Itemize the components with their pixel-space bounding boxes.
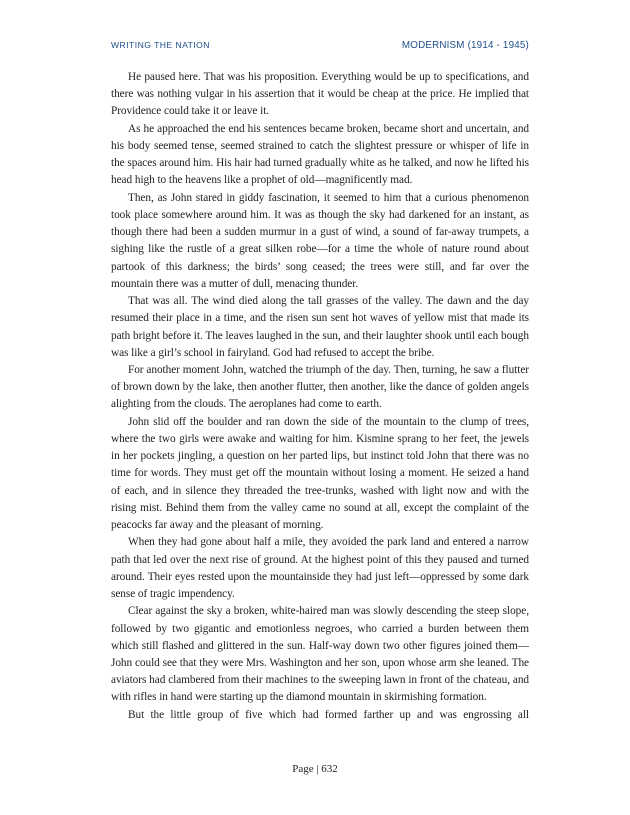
period-title: MODERNISM (1914 - 1945): [401, 40, 529, 51]
page-number: Page | 632: [292, 763, 338, 775]
paragraph: He paused here. That was his proposition. Everything would be up to specifications, and there was nothing vulgar in his assertion that it would be cheap at the price. He implied that Providence could take it or leave it.: [111, 71, 529, 118]
running-header: [111, 40, 529, 54]
paragraph: For another moment John, watched the triumph of the day. Then, turning, he saw a flutter of brown down by the lake, then another flutter, then another, like the dance of golden angels alighting from the clouds. The aeroplanes had come to earth.: [111, 363, 529, 411]
body-text: [111, 69, 529, 724]
paragraph: As he approached the end his sentences became broken, became short and uncertain, and his body seemed tense, seemed strained to catch the slightest pressure or whisper of life in the spaces around him. His hair had turned gradually white as he talked, and now he lifted his head high to the heavens like a prophet of old—magnificently mad.: [111, 122, 529, 187]
paragraph: John slid off the boulder and ran down the side of the mountain to the clump of trees, where the two girls were awake and waiting for him. Kismine sprang to her feet, the jewels in her pockets jingling, a question on her parted lips, but instinct told John that there was no time for words. They must get off the mountain without losing a moment. He seized a hand of each, and in silence they threaded the tree-trunks, washed with light now and with the rising mist. Behind them from the valley came no sound at all, except the complaint of the peacocks far away and the pleasant of morning.: [111, 415, 529, 532]
paragraph: Then, as John stared in giddy fascination, it seemed to him that a curious phenomenon took place somewhere around him. It was as though the sky had darkened for an instant, as though there had been a sudden murmur in a gust of wind, a sound of far-away trumpets, a sighing like the rustle of a great silken robe—for a time the whole of nature round about partook of this darkness; the birds’ song ceased; the trees were still, and far over the mountain there was a mutter of dull, menacing thunder.: [111, 191, 529, 290]
paragraph: When they had gone about half a mile, they avoided the park land and entered a narrow path that led over the next rise of ground. At the highest point of this they paused and turned around. Their eyes rested upon the mountainside they had just left—oppressed by some dark sense of tragic impendency.: [111, 536, 529, 601]
paragraph: But the little group of five which had formed farther up and was engrossing all: [128, 708, 529, 721]
paragraph: That was all. The wind died along the tall grasses of the valley. The dawn and the day resumed their place in a time, and the risen sun sent hot waves of yellow mist that made its path bright before it. The leaves laughed in the sun, and their laughter shook until each bough was like a girl’s school in fairyland. God had refused to accept the bribe.: [111, 295, 529, 359]
section-title: WRITING THE NATION: [111, 40, 210, 50]
paragraph: Clear against the sky a broken, white-haired man was slowly descending the steep slope, followed by two gigantic and emotionless negroes, who carried a burden between them which still flashed and glittered in the sun. Half-way down two other figures joined them—John could see that they were Mrs. Washington and her son, upon whose arm she leaned. The aviators had clambered from their machines to the sweeping lawn in front of the chateau, and with rifles in hand were starting up the diamond mountain in skirmishing formation.: [111, 605, 529, 704]
